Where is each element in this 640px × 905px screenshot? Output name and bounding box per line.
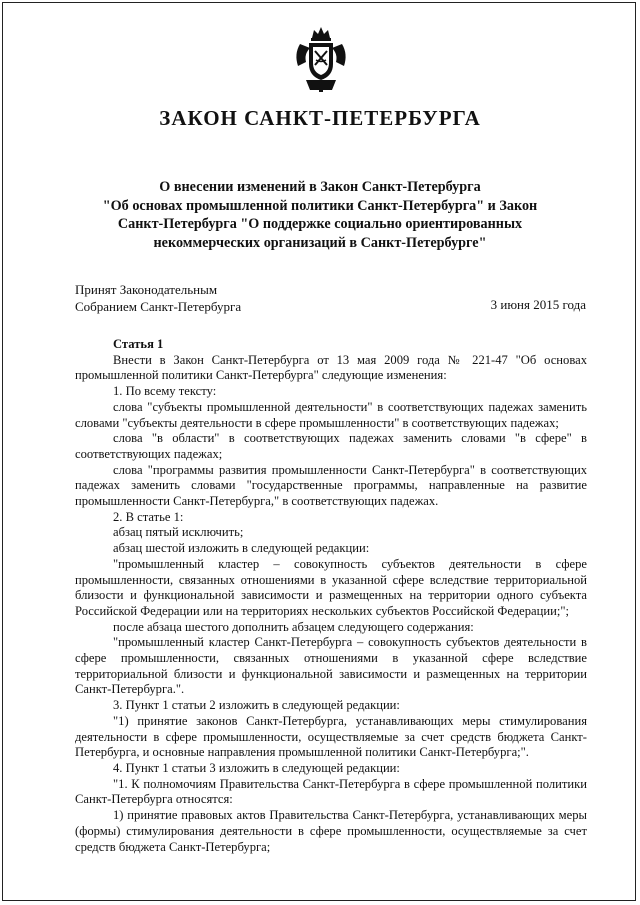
paragraph: 1. По всему тексту: [113, 384, 217, 399]
coat-of-arms-icon [292, 24, 350, 94]
adoption-date: 3 июня 2015 года [490, 297, 586, 312]
paragraph: "1) принятие законов Санкт-Петербурга, устанавливающих меры стимулирования деятельности в сфере промышленности, осуществляемые за счет средств бюджета Санкт-Петербурга, и основные направления промышленной политики Санкт-Петербурга;". [75, 713, 587, 760]
law-subtitle [60, 178, 580, 252]
article-body [75, 337, 587, 855]
paragraph: 3. Пункт 1 статьи 2 изложить в следующей редакции: [113, 698, 400, 713]
adoption-info [75, 281, 241, 315]
article-title: Статья 1 [113, 337, 164, 351]
paragraph: слова "субъекты промышленной деятельности" в соответствующих падежах заменить словами "субъекты деятельности в сфере промышленности" в соответствующих падежах; [75, 399, 587, 430]
subtitle-line: "Об основах промышленной политики Санкт-Петербурга" и Закон [102, 197, 538, 214]
paragraph: 2. В статье 1: [113, 509, 184, 524]
subtitle-line: О внесении изменений в Закон Санкт-Петербурга [159, 179, 481, 195]
paragraph: Внести в Закон Санкт-Петербурга от 13 мая 2009 года № 221-47 "Об основах промышленной политики Санкт-Петербурга" следующие изменения: [75, 352, 587, 383]
paragraph: "промышленный кластер Санкт-Петербурга – совокупность субъектов деятельности в сфере промышленности, связанных отношениями в указанной сфере вследствие территориальной близости и функциональной зависимости и размещенных на территории Санкт-Петербурга.". [75, 635, 587, 697]
paragraph: после абзаца шестого дополнить абзацем следующего содержания: [113, 619, 474, 634]
paragraph: "промышленный кластер – совокупность субъектов деятельности в сфере промышленности, связанных отношениями в указанной сфере вследствие территориальной близости и функциональной зависимости и размещенных на территории одного субъекта Российской Федерации или на территориях нескольких субъектов Российской Федерации;"; [75, 556, 587, 618]
subtitle-line: некоммерческих организаций в Санкт-Петербурге" [153, 234, 487, 251]
paragraph: 4. Пункт 1 статьи 3 изложить в следующей редакции: [113, 760, 400, 775]
paragraph: слова "в области" в соответствующих падежах заменить словами "в сфере" в соответствующих падежах; [75, 431, 587, 461]
paragraph: "1. К полномочиям Правительства Санкт-Петербурга в сфере промышленной политики Санкт-Петербурга относятся: [75, 776, 587, 807]
paragraph: абзац пятый исключить; [113, 525, 244, 540]
paragraph: слова "программы развития промышленности Санкт-Петербурга" в соответствующих падежах заменить словами "государственные программы, направленные на развитие промышленности Санкт-Петербурга," в соответствующих падежах. [75, 462, 587, 509]
subtitle-line: Санкт-Петербурга "О поддержке социально ориентированных [117, 216, 523, 232]
law-title: ЗАКОН САНКТ-ПЕТЕРБУРГА [159, 106, 481, 130]
adoption-line: Собранием Санкт-Петербурга [75, 299, 242, 314]
paragraph: абзац шестой изложить в следующей редакции: [113, 541, 370, 556]
adoption-line: Принят Законодательным [75, 282, 218, 297]
paragraph: 1) принятие правовых актов Правительства Санкт-Петербурга, устанавливающих меры (формы) стимулирования деятельности в сфере промышленности, осуществляемые за счет средств бюджета Санкт-Петербурга; [75, 808, 587, 854]
